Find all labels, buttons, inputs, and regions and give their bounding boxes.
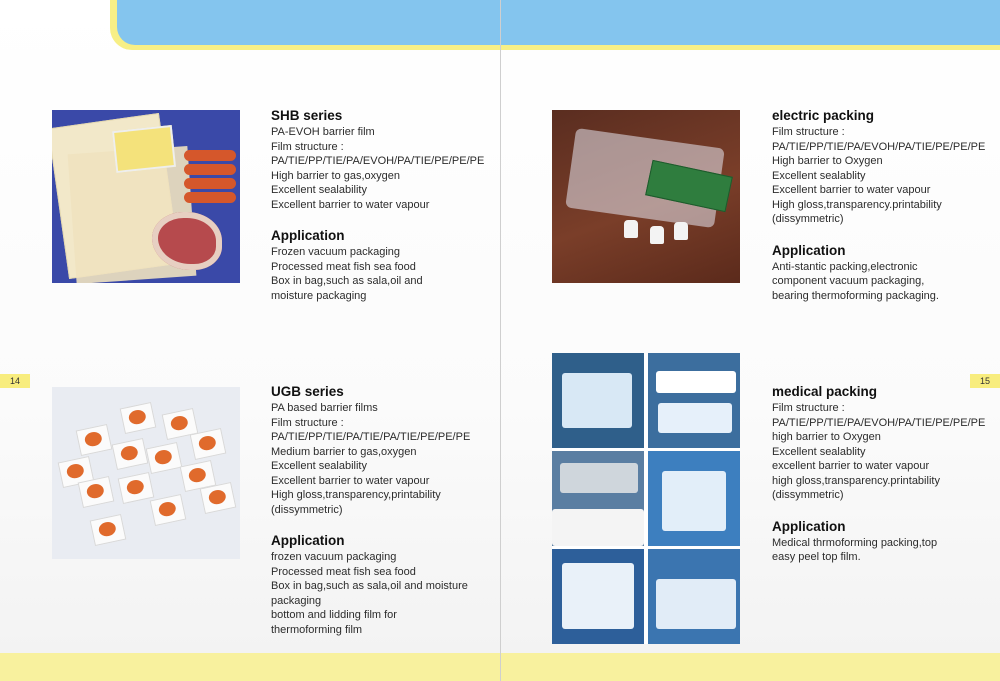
medical-packaging-grid-photo	[552, 353, 740, 644]
page-spine	[500, 0, 501, 681]
shb-series-block	[271, 108, 484, 303]
electric-spec-line: Excellent sealablity	[772, 169, 866, 182]
electric-application-line: Anti-stantic packing,electronic	[772, 260, 918, 273]
medical-packing-block	[772, 384, 985, 565]
shb-spec-line: PA/TIE/PP/TIE/PA/EVOH/PA/TIE/PE/PE/PE	[271, 155, 485, 167]
shb-application-line: moisture packaging	[271, 289, 367, 302]
medical-spec-line: Excellent sealablity	[772, 445, 866, 458]
shb-application-line: Frozen vacuum packaging	[271, 246, 401, 258]
shrimp-pouches-photo	[52, 387, 240, 559]
electric-application-line: component vacuum packaging,	[772, 275, 925, 287]
ugb-application-line: packaging	[271, 594, 322, 607]
electric-application-line: bearing thermoforming packaging.	[772, 289, 939, 302]
ugb-spec-line: Medium barrier to gas,oxygen	[271, 445, 417, 458]
ugb-spec-line: PA based barrier films	[271, 402, 378, 414]
ugb-spec-line: Film structure :	[271, 416, 344, 429]
shb-spec-line: PA-EVOH barrier film	[271, 126, 375, 138]
shb-application-line: Box in bag,such as sala,oil and	[271, 275, 423, 287]
medical-spec-line: Film structure :	[772, 402, 845, 414]
ugb-application-line: bottom and lidding film for	[271, 609, 397, 621]
shb-spec-line: High barrier to gas,oxygen	[271, 169, 401, 182]
ugb-application-line: frozen vacuum packaging	[271, 551, 397, 563]
medical-application-title: Application	[772, 518, 846, 534]
medical-spec-line: high barrier to Oxygen	[772, 431, 881, 443]
medical-spec-line: high gloss,transparency.printability	[772, 474, 940, 487]
ugb-application-line: Box in bag,such as sala,oil and moisture	[271, 580, 468, 592]
shb-spec-line: Excellent sealability	[271, 184, 367, 196]
medical-spec-line: excellent barrier to water vapour	[772, 460, 930, 472]
shb-title: SHB series	[271, 108, 343, 123]
electric-spec-line: High barrier to Oxygen	[772, 155, 883, 167]
ugb-spec-line: Excellent barrier to water vapour	[271, 474, 430, 487]
medical-spec-line: (dissymmetric)	[772, 489, 844, 501]
medical-title: medical packing	[772, 384, 878, 399]
medical-application-line: Medical thrmoforming packing,top	[772, 536, 938, 549]
electric-title: electric packing	[772, 108, 875, 123]
ugb-application-title: Application	[271, 533, 345, 548]
top-decor-band-blue	[117, 0, 1000, 45]
electric-application-title: Application	[772, 242, 846, 258]
ugb-spec-line: High gloss,transparency,printability	[271, 489, 441, 501]
electric-spec-line: Excellent barrier to water vapour	[772, 184, 931, 196]
ugb-spec-line: (dissymmetric)	[271, 503, 343, 516]
electronic-parts-bag-photo	[552, 110, 740, 283]
electric-spec-line: Film structure :	[772, 126, 845, 138]
shb-application-title: Application	[271, 228, 345, 243]
ugb-spec-line: Excellent sealability	[271, 460, 367, 472]
shb-spec-line: Excellent barrier to water vapour	[271, 198, 430, 211]
electric-spec-line: (dissymmetric)	[772, 213, 844, 225]
ugb-application-line: Processed meat fish sea food	[271, 565, 416, 578]
page-number-left: 14	[0, 374, 30, 388]
vacuum-packed-food-photo	[52, 110, 240, 283]
shb-spec-line: Film structure :	[271, 140, 344, 153]
shb-application-line: Processed meat fish sea food	[271, 260, 416, 273]
medical-spec-line: PA/TIE/PP/TIE/PA/EVOH/PA/TIE/PE/PE/PE	[772, 416, 986, 429]
ugb-application-line: thermoforming film	[271, 623, 363, 636]
electric-spec-line: PA/TIE/PP/TIE/PA/EVOH/PA/TIE/PE/PE/PE	[772, 140, 986, 153]
ugb-spec-line: PA/TIE/PP/TIE/PA/TIE/PA/TIE/PE/PE/PE	[271, 431, 471, 443]
ugb-series-block	[271, 384, 470, 637]
electric-spec-line: High gloss,transparency.printability	[772, 198, 942, 211]
page-number-right: 15	[970, 374, 1000, 388]
ugb-title: UGB series	[271, 384, 344, 399]
electric-packing-block	[772, 108, 985, 303]
medical-application-line: easy peel top film.	[772, 551, 861, 563]
